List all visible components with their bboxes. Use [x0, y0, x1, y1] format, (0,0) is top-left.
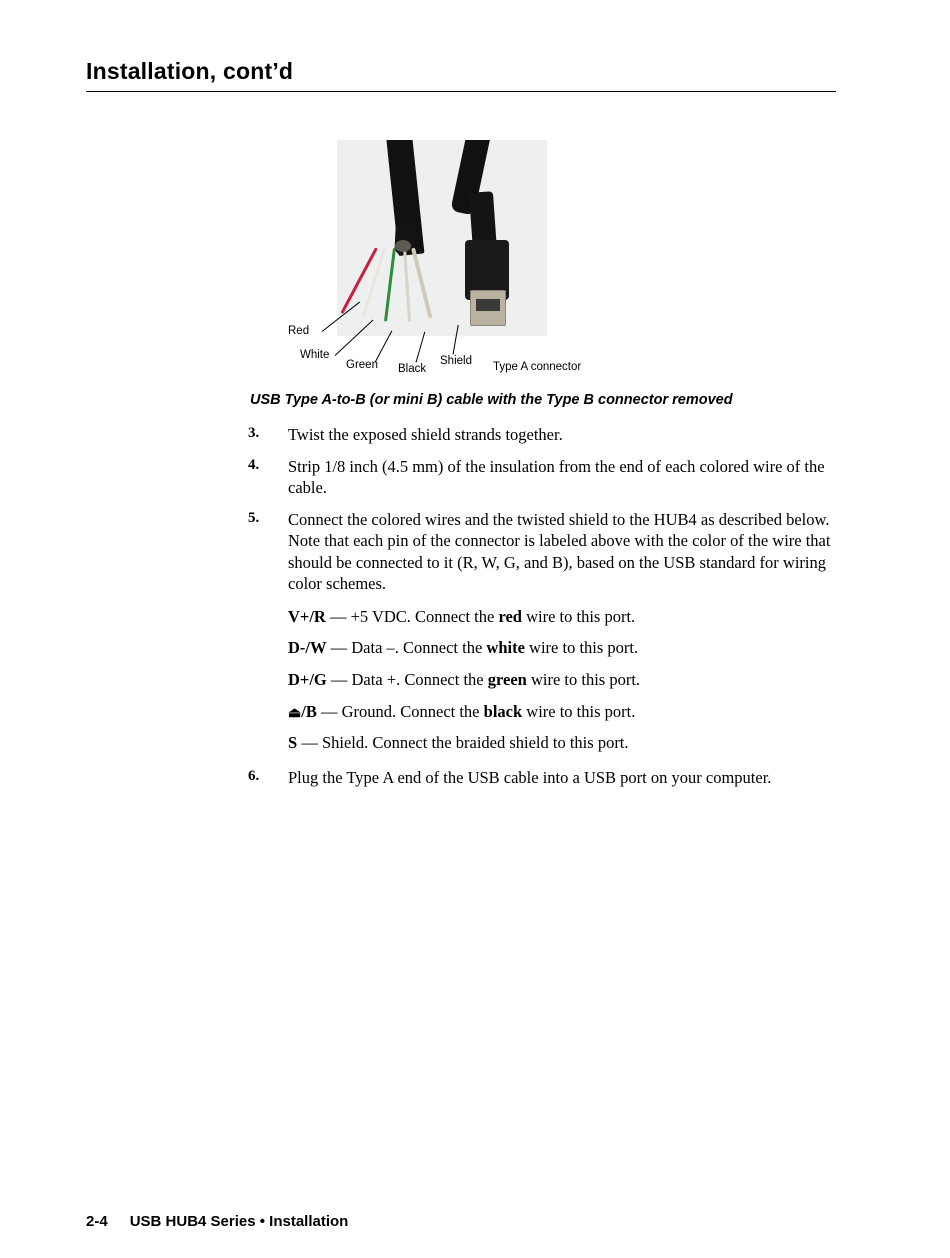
- step-5-text: Connect the colored wires and the twisted shield to the HUB4 as described below. Note that each pin of the connector is labeled above with the color of the wire that should be connected to it (R, W, G, and B), based on the USB standard for wiring color schemes.: [288, 510, 831, 593]
- pin-sep-4: —: [297, 733, 322, 753]
- step-3-text: Twist the exposed shield strands together.: [288, 425, 563, 444]
- wire-bundle-knot: [395, 240, 411, 252]
- header-divider: [86, 91, 836, 92]
- pin-desc-post-2: wire to this port.: [526, 670, 641, 690]
- page-header: [86, 58, 836, 92]
- figure-label-shield: Shield: [440, 355, 472, 367]
- pin-label-d-plus-g: D+/G: [288, 670, 327, 690]
- step-4-number: 4.: [248, 457, 260, 474]
- step-5: [248, 509, 838, 593]
- pin-description-list: [288, 607, 838, 754]
- green-wire: [384, 248, 396, 322]
- pin-sep-0: —: [325, 606, 351, 626]
- pin-label-d-minus-w: D-/W: [288, 638, 327, 658]
- pin-sep-1: —: [326, 638, 352, 658]
- step-6-number: 6.: [248, 767, 260, 784]
- page-title: Installation, cont’d: [86, 58, 294, 84]
- figure-label-green: Green: [346, 359, 378, 371]
- page-footer: [86, 1213, 348, 1230]
- pin-row-d-minus-w: [288, 638, 838, 659]
- ground-symbol-icon: ⏏: [288, 703, 302, 720]
- step-4: [248, 456, 838, 498]
- pin-desc-post-1: wire to this port.: [524, 638, 639, 658]
- leader-line-black: [416, 332, 426, 363]
- pin-desc-pre-1: Data –. Connect the: [351, 638, 487, 658]
- pin-row-v-plus-r: [288, 607, 838, 628]
- pin-desc-post-0: wire to this port.: [521, 606, 636, 626]
- pin-row-ground-b: [288, 702, 838, 723]
- figure-caption: USB Type A-to-B (or mini B) cable with the Type B connector removed: [250, 392, 733, 408]
- pin-label-v-plus-r: V+/R: [288, 606, 326, 626]
- pin-row-d-plus-g: [288, 670, 838, 691]
- figure-usb-cable: [250, 135, 850, 385]
- pin-emphasis-1: white: [486, 638, 525, 658]
- footer-text: USB HUB4 Series • Installation: [129, 1213, 349, 1230]
- pin-label-ground-b: /B: [301, 701, 317, 721]
- figure-label-white: White: [300, 349, 330, 361]
- pin-row-s: [288, 733, 838, 754]
- pin-sep-2: —: [326, 670, 352, 690]
- step-3-number: 3.: [248, 425, 260, 441]
- pin-emphasis-3: black: [483, 701, 523, 721]
- footer-page-number: 2-4: [86, 1213, 108, 1230]
- step-5-number: 5.: [248, 510, 260, 527]
- white-wire: [361, 248, 386, 320]
- usb-contact-slot: [476, 299, 500, 311]
- figure-label-type-a-connector: Type A connector: [493, 361, 582, 373]
- instruction-steps: [248, 424, 838, 799]
- usb-type-a-metal-shell: [470, 290, 506, 326]
- figure-label-black: Black: [398, 363, 427, 375]
- pin-desc-pre-4: Shield. Connect the braided shield to this port.: [321, 733, 629, 753]
- step-6: [248, 767, 838, 788]
- pin-sep-3: —: [316, 701, 342, 721]
- pin-desc-pre-0: +5 VDC. Connect the: [350, 606, 499, 626]
- step-3: [248, 424, 838, 445]
- pin-emphasis-0: red: [498, 606, 522, 626]
- figure-label-red: Red: [288, 325, 310, 337]
- step-4-text: Strip 1/8 inch (4.5 mm) of the insulation from the end of each colored wire of the cable.: [288, 457, 825, 498]
- shield-wire: [411, 248, 432, 319]
- step-6-text: Plug the Type A end of the USB cable into a USB port on your computer.: [288, 767, 772, 787]
- pin-desc-pre-2: Data +. Connect the: [351, 670, 488, 690]
- black-wire: [403, 248, 411, 322]
- pin-desc-post-3: wire to this port.: [522, 701, 636, 721]
- pin-emphasis-2: green: [487, 670, 527, 690]
- pin-label-s: S: [288, 733, 298, 753]
- cable-photograph: [337, 140, 547, 336]
- pin-desc-pre-3: Ground. Connect the: [341, 701, 484, 721]
